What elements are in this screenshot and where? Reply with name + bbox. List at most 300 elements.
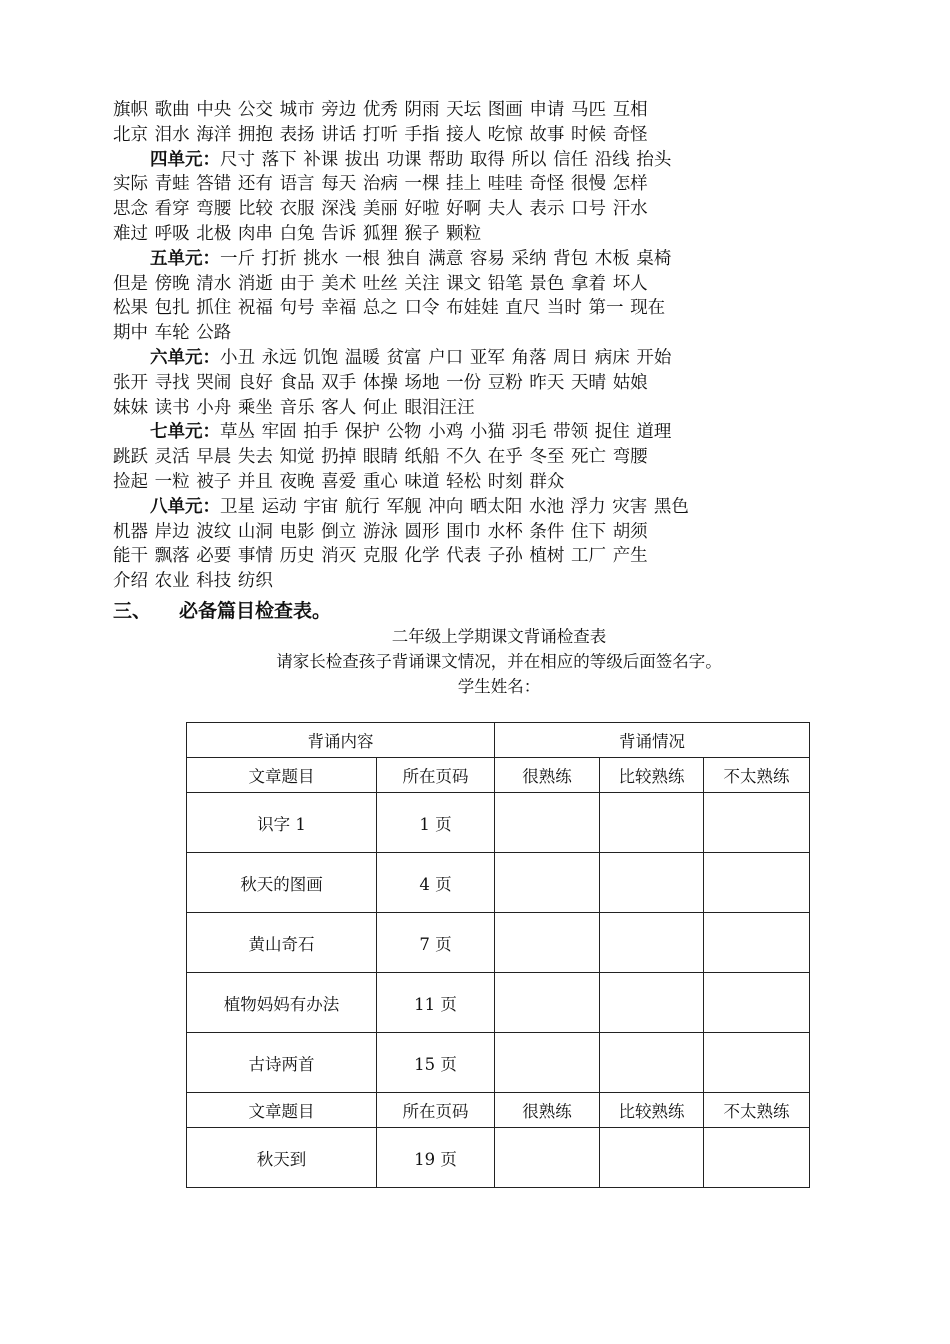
vocab-word: 住下 xyxy=(571,521,607,542)
fairly-fluent-signature-cell[interactable] xyxy=(600,853,704,913)
vocab-word: 饥饱 xyxy=(303,347,339,368)
vocab-word: 倒立 xyxy=(321,521,357,542)
vocab-word: 机器 xyxy=(113,521,148,542)
not-fluent-signature-cell[interactable] xyxy=(704,973,810,1033)
vocab-word: 由于 xyxy=(279,273,315,294)
vocab-word: 铅笔 xyxy=(487,273,523,294)
vocab-word: 白兔 xyxy=(279,223,315,244)
vocab-word: 眼睛 xyxy=(362,447,398,468)
vocab-word: 永远 xyxy=(261,347,297,368)
vocab-word: 中央 xyxy=(196,100,232,120)
vocab-word: 背包 xyxy=(553,248,589,269)
vocab-word: 温暖 xyxy=(344,347,380,368)
vocab-word: 灾害 xyxy=(612,496,648,517)
vocab-word: 昨天 xyxy=(529,372,565,393)
vocab-line xyxy=(113,495,813,520)
vocab-word: 克服 xyxy=(362,546,398,567)
vocab-word: 当时 xyxy=(546,298,582,319)
vocab-word: 北京 xyxy=(113,124,148,145)
unit-label: 七单元： xyxy=(150,422,220,443)
vocabulary-list xyxy=(113,98,813,594)
vocab-word: 帮助 xyxy=(428,149,464,170)
vocab-word: 科技 xyxy=(196,571,232,592)
vocab-word: 乘坐 xyxy=(237,397,273,418)
vocab-word: 手指 xyxy=(404,124,440,145)
vocab-word: 拿着 xyxy=(571,273,607,294)
col-header-fairly-fluent: 比较熟练 xyxy=(600,758,704,793)
article-title-cell: 秋天到 xyxy=(187,1128,377,1188)
vocab-word: 音乐 xyxy=(279,397,315,418)
vocab-word: 小鸡 xyxy=(428,422,464,443)
vocab-word: 读书 xyxy=(154,397,190,418)
vocab-word: 胡须 xyxy=(612,521,648,542)
vocab-word: 落下 xyxy=(261,149,297,170)
not-fluent-signature-cell[interactable] xyxy=(704,793,810,853)
vocab-word: 代表 xyxy=(446,546,482,567)
table-row xyxy=(187,1033,810,1093)
vocab-word: 包扎 xyxy=(154,298,190,319)
vocab-word: 哇哇 xyxy=(487,174,523,195)
vocab-line xyxy=(113,272,813,297)
vocab-word: 还有 xyxy=(237,174,273,195)
vocab-word: 比较 xyxy=(237,199,273,220)
page-number-cell: 11 页 xyxy=(377,973,495,1033)
vocab-word: 呼吸 xyxy=(154,223,190,244)
vocab-word: 奇怪 xyxy=(612,124,648,145)
vocab-line xyxy=(113,222,813,247)
vocab-word: 汗水 xyxy=(612,199,648,220)
not-fluent-signature-cell[interactable] xyxy=(704,913,810,973)
vocab-word: 角落 xyxy=(511,347,547,368)
vocab-word: 双手 xyxy=(321,372,357,393)
vocab-line xyxy=(113,420,813,445)
fairly-fluent-signature-cell[interactable] xyxy=(600,913,704,973)
vocab-word: 马匹 xyxy=(571,100,607,120)
vocab-word: 灵活 xyxy=(154,447,190,468)
very-fluent-signature-cell[interactable] xyxy=(495,853,600,913)
vocab-word: 失去 xyxy=(237,447,273,468)
vocab-line xyxy=(113,123,813,148)
vocab-line xyxy=(113,520,813,545)
vocab-word: 挑水 xyxy=(303,248,339,269)
vocab-word: 衣服 xyxy=(279,199,315,220)
vocab-word: 病床 xyxy=(594,347,630,368)
vocab-word: 知觉 xyxy=(279,447,315,468)
vocab-word: 游泳 xyxy=(362,521,398,542)
vocab-word: 答错 xyxy=(196,174,232,195)
vocab-word: 黑色 xyxy=(653,496,689,517)
vocab-line xyxy=(113,172,813,197)
vocab-word: 扔掉 xyxy=(321,447,357,468)
vocab-word: 一份 xyxy=(446,372,482,393)
article-title-cell: 古诗两首 xyxy=(187,1033,377,1093)
vocab-word: 很慢 xyxy=(571,174,607,195)
vocab-word: 不久 xyxy=(446,447,482,468)
vocab-word: 妹妹 xyxy=(113,397,148,418)
vocab-line xyxy=(113,470,813,495)
vocab-word: 寻找 xyxy=(154,372,190,393)
vocab-word: 小舟 xyxy=(196,397,232,418)
vocab-word: 弯腰 xyxy=(612,447,648,468)
vocab-word: 时刻 xyxy=(487,471,523,492)
vocab-word: 羽毛 xyxy=(511,422,547,443)
group-header-row xyxy=(187,723,810,758)
vocab-word: 怎样 xyxy=(612,174,648,195)
very-fluent-signature-cell[interactable] xyxy=(495,793,600,853)
table-row xyxy=(187,973,810,1033)
fairly-fluent-signature-cell[interactable] xyxy=(600,1128,704,1188)
vocab-word: 讲话 xyxy=(321,124,357,145)
vocab-word: 信任 xyxy=(553,149,589,170)
vocab-word: 食品 xyxy=(279,372,315,393)
vocab-word: 车轮 xyxy=(154,323,190,344)
vocab-word: 公物 xyxy=(386,422,422,443)
vocab-word: 表示 xyxy=(529,199,565,220)
section-number: 三、 xyxy=(113,600,152,622)
vocab-word: 尺寸 xyxy=(220,149,255,170)
page-number-cell: 1 页 xyxy=(377,793,495,853)
col-header-not-fluent: 不太熟练 xyxy=(704,758,810,793)
vocab-word: 泪水 xyxy=(154,124,190,145)
col-header-not-fluent: 不太熟练 xyxy=(704,1093,810,1128)
vocab-word: 公交 xyxy=(237,100,273,120)
vocab-word: 哭闹 xyxy=(196,372,232,393)
vocab-word: 跳跃 xyxy=(113,447,148,468)
vocab-word: 围巾 xyxy=(446,521,482,542)
very-fluent-signature-cell[interactable] xyxy=(495,1033,600,1093)
vocab-word: 抬头 xyxy=(636,149,672,170)
vocab-word: 姑娘 xyxy=(612,372,648,393)
vocab-word: 飘落 xyxy=(154,546,190,567)
vocab-word: 晒太阳 xyxy=(469,496,523,517)
unit-label: 六单元： xyxy=(150,347,220,368)
vocab-word: 喜爱 xyxy=(321,471,357,492)
vocab-word: 小丑 xyxy=(220,347,255,368)
vocab-word: 波纹 xyxy=(196,521,232,542)
vocab-word: 难过 xyxy=(113,223,148,244)
vocab-word: 歌曲 xyxy=(154,100,190,120)
vocab-word: 何止 xyxy=(362,397,398,418)
vocab-word: 历史 xyxy=(279,546,315,567)
vocab-word: 味道 xyxy=(404,471,440,492)
vocab-word: 肉串 xyxy=(237,223,273,244)
vocab-word: 拍手 xyxy=(303,422,339,443)
table-title: 二年级上学期课文背诵检查表 xyxy=(391,627,607,646)
vocab-word: 纺织 xyxy=(237,571,273,592)
vocab-word: 治病 xyxy=(362,174,398,195)
not-fluent-signature-cell[interactable] xyxy=(704,1128,810,1188)
vocab-word: 植树 xyxy=(529,546,565,567)
vocab-word: 抓住 xyxy=(196,298,232,319)
vocab-word: 户口 xyxy=(428,347,464,368)
vocab-word: 拥抱 xyxy=(237,124,273,145)
article-title-cell: 植物妈妈有办法 xyxy=(187,973,377,1033)
vocab-word: 小猫 xyxy=(469,422,505,443)
vocab-word: 表扬 xyxy=(279,124,315,145)
vocab-word: 口令 xyxy=(404,298,440,319)
vocab-word: 早晨 xyxy=(196,447,232,468)
vocab-word: 关注 xyxy=(404,273,440,294)
vocab-word: 子孙 xyxy=(487,546,523,567)
vocab-word: 奇怪 xyxy=(529,174,565,195)
group-header-content: 背诵内容 xyxy=(187,723,495,758)
fairly-fluent-signature-cell[interactable] xyxy=(600,1033,704,1093)
vocab-word: 挂上 xyxy=(446,174,482,195)
vocab-word: 时候 xyxy=(571,124,607,145)
vocab-word: 夫人 xyxy=(487,199,523,220)
vocab-word: 深浅 xyxy=(321,199,357,220)
vocab-word: 岸边 xyxy=(154,521,190,542)
very-fluent-signature-cell[interactable] xyxy=(495,973,600,1033)
vocab-word: 所以 xyxy=(511,149,547,170)
recitation-check-table xyxy=(186,722,810,1188)
vocab-word: 纸船 xyxy=(404,447,440,468)
vocab-word: 坏人 xyxy=(612,273,648,294)
vocab-word: 事情 xyxy=(237,546,273,567)
section-title: 必备篇目检查表。 xyxy=(179,600,332,622)
vocab-word: 申请 xyxy=(529,100,565,120)
vocab-word: 期中 xyxy=(113,323,148,344)
vocab-word: 采纳 xyxy=(511,248,547,269)
vocab-word: 消逝 xyxy=(237,273,273,294)
vocab-word: 取得 xyxy=(469,149,505,170)
vocab-word: 颗粒 xyxy=(446,223,482,244)
vocab-word: 思念 xyxy=(113,199,148,220)
group-header-status: 背诵情况 xyxy=(495,723,810,758)
vocab-word: 松果 xyxy=(113,298,148,319)
col-header-fairly-fluent: 比较熟练 xyxy=(600,1093,704,1128)
vocab-line xyxy=(113,569,813,594)
vocab-word: 海洋 xyxy=(196,124,232,145)
col-header-page: 所在页码 xyxy=(377,758,495,793)
vocab-word: 实际 xyxy=(113,174,148,195)
vocab-word: 傍晚 xyxy=(154,273,190,294)
vocab-line xyxy=(113,396,813,421)
page-number-cell: 7 页 xyxy=(377,913,495,973)
vocab-word: 航行 xyxy=(344,496,380,517)
col-header-title: 文章题目 xyxy=(187,758,377,793)
vocab-word: 打折 xyxy=(261,248,297,269)
vocab-word: 互相 xyxy=(612,100,648,120)
vocab-word: 重心 xyxy=(362,471,398,492)
vocab-word: 天坛 xyxy=(446,100,482,120)
vocab-word: 浮力 xyxy=(570,496,606,517)
vocab-word: 语言 xyxy=(279,174,315,195)
column-header-row xyxy=(187,1093,810,1128)
vocab-word: 独自 xyxy=(386,248,422,269)
vocab-word: 城市 xyxy=(279,100,315,120)
vocab-word: 工厂 xyxy=(571,546,607,567)
vocab-word: 水池 xyxy=(528,496,564,517)
page-number-cell: 4 页 xyxy=(377,853,495,913)
vocab-word: 死亡 xyxy=(571,447,607,468)
vocab-word: 青蛙 xyxy=(154,174,190,195)
vocab-word: 木板 xyxy=(594,248,630,269)
vocab-line xyxy=(113,544,813,569)
vocab-word: 周日 xyxy=(553,347,589,368)
vocab-word: 草丛 xyxy=(220,422,255,443)
vocab-word: 一棵 xyxy=(404,174,440,195)
vocab-word: 现在 xyxy=(630,298,666,319)
vocab-line xyxy=(113,346,813,371)
page-number-cell: 19 页 xyxy=(377,1128,495,1188)
article-title-cell: 识字 1 xyxy=(187,793,377,853)
vocab-word: 好啦 xyxy=(404,199,440,220)
vocab-line xyxy=(113,321,813,346)
vocab-word: 容易 xyxy=(469,248,505,269)
parent-instruction: 请家长检查孩子背诵课文情况，并在相应的等级后面签名字。 xyxy=(276,652,722,671)
not-fluent-signature-cell[interactable] xyxy=(704,1033,810,1093)
vocab-word: 眼泪汪汪 xyxy=(404,397,475,418)
vocab-word: 良好 xyxy=(237,372,273,393)
vocab-line xyxy=(113,148,813,173)
vocab-word: 句号 xyxy=(279,298,315,319)
vocab-word: 直尺 xyxy=(505,298,541,319)
vocab-word: 在乎 xyxy=(487,447,523,468)
vocab-line xyxy=(113,98,813,123)
unit-label: 八单元： xyxy=(150,496,220,517)
vocab-word: 天晴 xyxy=(571,372,607,393)
fairly-fluent-signature-cell[interactable] xyxy=(600,973,704,1033)
vocab-word: 捉住 xyxy=(594,422,630,443)
vocab-word: 接人 xyxy=(446,124,482,145)
vocab-word: 化学 xyxy=(404,546,440,567)
vocab-word: 一斤 xyxy=(220,248,255,269)
vocab-word: 开始 xyxy=(636,347,672,368)
vocab-word: 公路 xyxy=(196,323,232,344)
vocab-word: 弯腰 xyxy=(196,199,232,220)
vocab-word: 卫星 xyxy=(220,496,255,517)
unit-label: 五单元： xyxy=(150,248,220,269)
col-header-title: 文章题目 xyxy=(187,1093,377,1128)
vocab-word: 冬至 xyxy=(529,447,565,468)
vocab-word: 清水 xyxy=(196,273,232,294)
col-header-very-fluent: 很熟练 xyxy=(495,1093,600,1128)
vocab-word: 幸福 xyxy=(321,298,357,319)
vocab-word: 阴雨 xyxy=(404,100,440,120)
vocab-word: 补课 xyxy=(303,149,339,170)
vocab-word: 课文 xyxy=(446,273,482,294)
col-header-page: 所在页码 xyxy=(377,1093,495,1128)
vocab-word: 场地 xyxy=(404,372,440,393)
vocab-word: 并且 xyxy=(237,471,273,492)
vocab-word: 豆粉 xyxy=(487,372,523,393)
vocab-word: 狐狸 xyxy=(362,223,398,244)
vocab-word: 猴子 xyxy=(404,223,440,244)
vocab-word: 满意 xyxy=(428,248,464,269)
fairly-fluent-signature-cell[interactable] xyxy=(600,793,704,853)
vocab-word: 拔出 xyxy=(344,149,380,170)
vocab-word: 客人 xyxy=(321,397,357,418)
vocab-word: 桌椅 xyxy=(636,248,672,269)
vocab-word: 圆形 xyxy=(404,521,440,542)
vocab-word: 祝福 xyxy=(237,298,273,319)
vocab-word: 美术 xyxy=(321,273,357,294)
vocab-word: 宇宙 xyxy=(303,496,339,517)
vocab-word: 一根 xyxy=(344,248,380,269)
student-name-label: 学生姓名： xyxy=(457,677,541,696)
vocab-word: 保护 xyxy=(344,422,380,443)
vocab-word: 运动 xyxy=(261,496,297,517)
table-row xyxy=(187,853,810,913)
vocab-line xyxy=(113,296,813,321)
vocab-word: 介绍 xyxy=(113,571,148,592)
vocab-word: 消灭 xyxy=(321,546,357,567)
vocab-word: 电影 xyxy=(279,521,315,542)
very-fluent-signature-cell[interactable] xyxy=(495,913,600,973)
table-row xyxy=(187,793,810,853)
vocab-word: 沿线 xyxy=(594,149,630,170)
page-number-cell: 15 页 xyxy=(377,1033,495,1093)
vocab-word: 贫富 xyxy=(386,347,422,368)
section-3-heading xyxy=(113,596,331,623)
vocab-word: 看穿 xyxy=(154,199,190,220)
vocab-word: 北极 xyxy=(196,223,232,244)
vocab-line xyxy=(113,371,813,396)
vocab-word: 一粒 xyxy=(154,471,190,492)
vocab-word: 群众 xyxy=(529,471,565,492)
vocab-word: 夜晚 xyxy=(279,471,315,492)
vocab-word: 美丽 xyxy=(362,199,398,220)
vocab-word: 体操 xyxy=(362,372,398,393)
vocab-word: 口号 xyxy=(571,199,607,220)
vocab-word: 布娃娃 xyxy=(446,298,499,319)
col-header-very-fluent: 很熟练 xyxy=(495,758,600,793)
vocab-word: 景色 xyxy=(529,273,565,294)
vocab-word: 亚军 xyxy=(469,347,505,368)
vocab-word: 冲向 xyxy=(428,496,464,517)
vocab-word: 能干 xyxy=(113,546,148,567)
vocab-word: 吐丝 xyxy=(362,273,398,294)
vocab-word: 牢固 xyxy=(261,422,297,443)
vocab-word: 被子 xyxy=(196,471,232,492)
vocab-word: 水杯 xyxy=(487,521,523,542)
vocab-line xyxy=(113,247,813,272)
vocab-word: 必要 xyxy=(196,546,232,567)
very-fluent-signature-cell[interactable] xyxy=(495,1128,600,1188)
vocab-line xyxy=(113,445,813,470)
vocab-word: 旁边 xyxy=(321,100,357,120)
vocab-word: 优秀 xyxy=(362,100,398,120)
vocab-word: 故事 xyxy=(529,124,565,145)
not-fluent-signature-cell[interactable] xyxy=(704,853,810,913)
vocab-word: 但是 xyxy=(113,273,148,294)
vocab-word: 军舰 xyxy=(386,496,422,517)
vocab-word: 带领 xyxy=(553,422,589,443)
vocab-line xyxy=(113,197,813,222)
article-title-cell: 秋天的图画 xyxy=(187,853,377,913)
vocab-word: 第一 xyxy=(588,298,624,319)
vocab-word: 告诉 xyxy=(321,223,357,244)
article-title-cell: 黄山奇石 xyxy=(187,913,377,973)
vocab-word: 产生 xyxy=(612,546,648,567)
table-row xyxy=(187,913,810,973)
vocab-word: 张开 xyxy=(113,372,148,393)
vocab-word: 功课 xyxy=(386,149,422,170)
vocab-word: 好啊 xyxy=(446,199,482,220)
vocab-word: 农业 xyxy=(154,571,190,592)
vocab-word: 旗帜 xyxy=(113,100,148,120)
table-row xyxy=(187,1128,810,1188)
vocab-word: 道理 xyxy=(636,422,672,443)
unit-label: 四单元： xyxy=(150,149,220,170)
vocab-word: 轻松 xyxy=(446,471,482,492)
vocab-word: 每天 xyxy=(321,174,357,195)
vocab-word: 总之 xyxy=(362,298,398,319)
vocab-word: 条件 xyxy=(529,521,565,542)
vocab-word: 山洞 xyxy=(237,521,273,542)
vocab-word: 捡起 xyxy=(113,471,148,492)
